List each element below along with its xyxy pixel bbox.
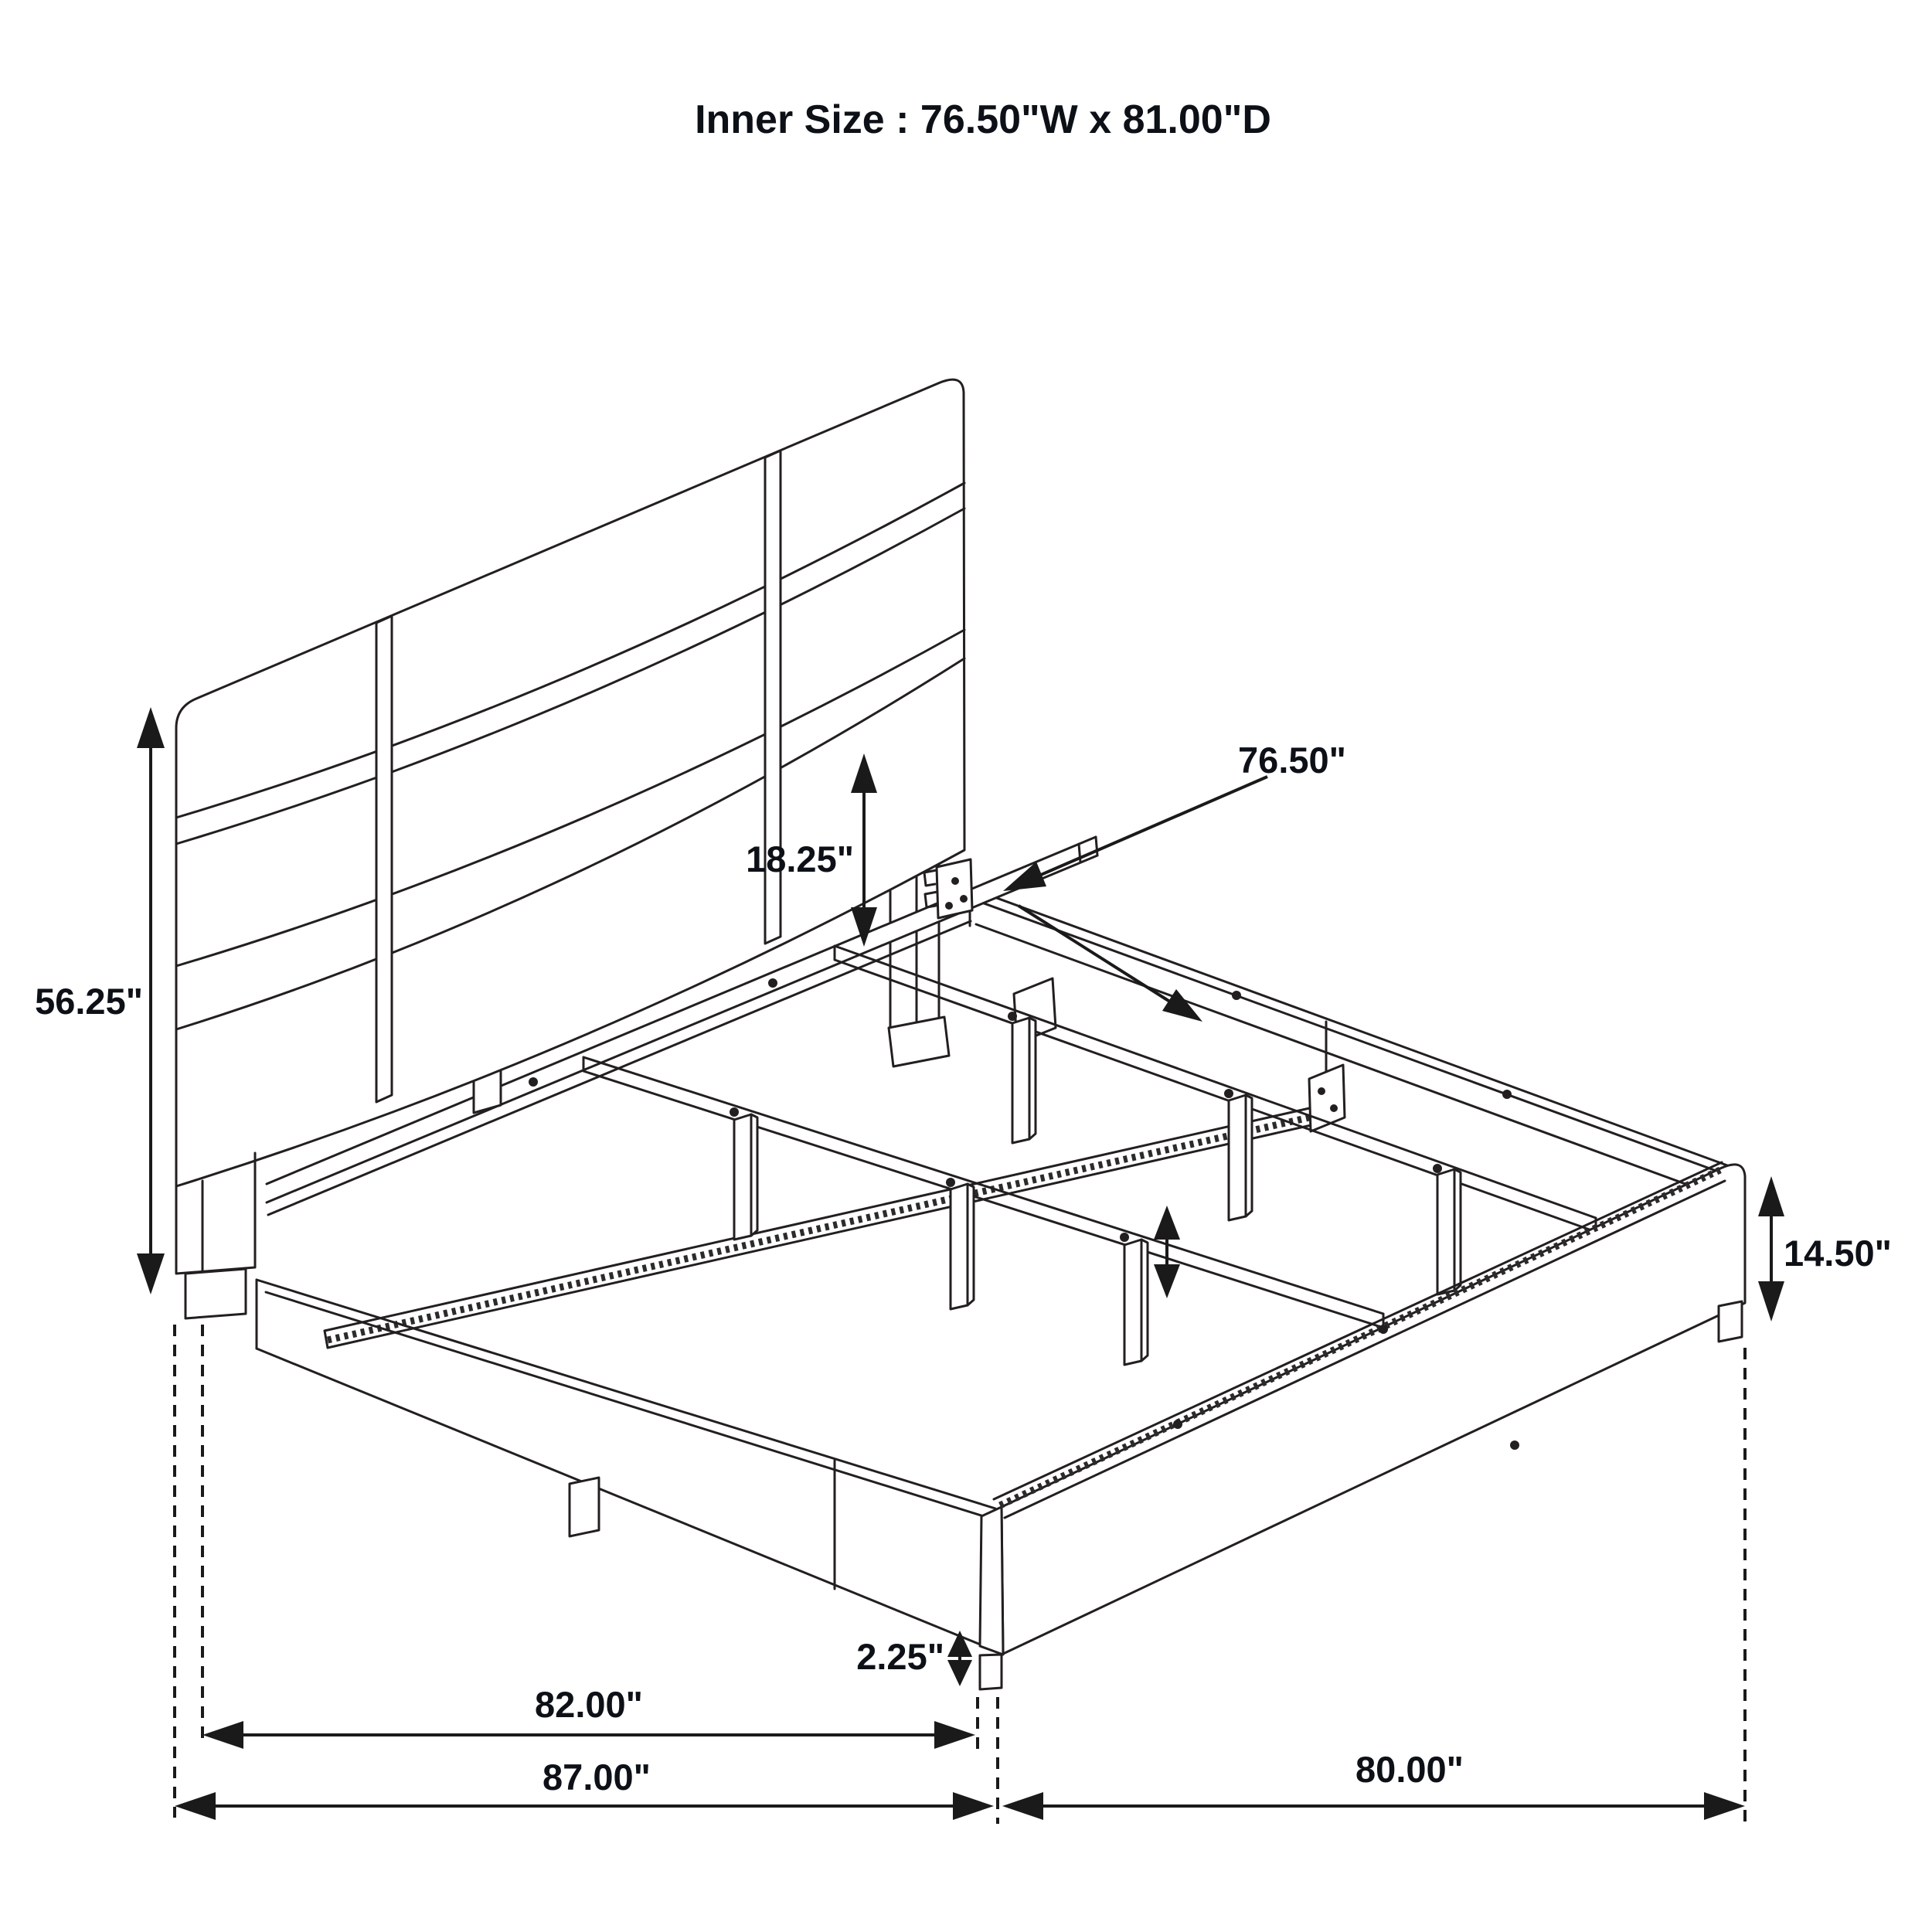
dim-label-footboard-height: 14.50" [1784, 1233, 1892, 1274]
dim-label-headboard-height: 56.25" [35, 981, 143, 1022]
dim-label-side-depth: 80.00" [1355, 1749, 1464, 1790]
support-leg [1437, 1169, 1461, 1294]
support-leg [1124, 1240, 1148, 1365]
dim-label-panel-height: 18.25" [746, 838, 854, 879]
support-leg [1229, 1095, 1252, 1220]
page-title: Inner Size : 76.50"W x 81.00"D [695, 97, 1271, 142]
support-leg [951, 1184, 974, 1309]
footboard-near-foot [980, 1655, 1002, 1689]
support-leg [1012, 1018, 1036, 1143]
dim-label-foot-clearance: 2.25" [856, 1636, 944, 1677]
dim-label-frame-length: 82.00" [535, 1684, 643, 1725]
dim-label-overall-length: 87.00" [543, 1757, 651, 1798]
headboard-trim-strip [376, 616, 392, 1102]
footboard-far-foot [1719, 1301, 1742, 1342]
support-leg [734, 1114, 757, 1240]
rail-foot-block [570, 1478, 599, 1536]
headboard-left-foot [185, 1269, 246, 1318]
dim-label-inner-width: 76.50" [1238, 740, 1346, 781]
